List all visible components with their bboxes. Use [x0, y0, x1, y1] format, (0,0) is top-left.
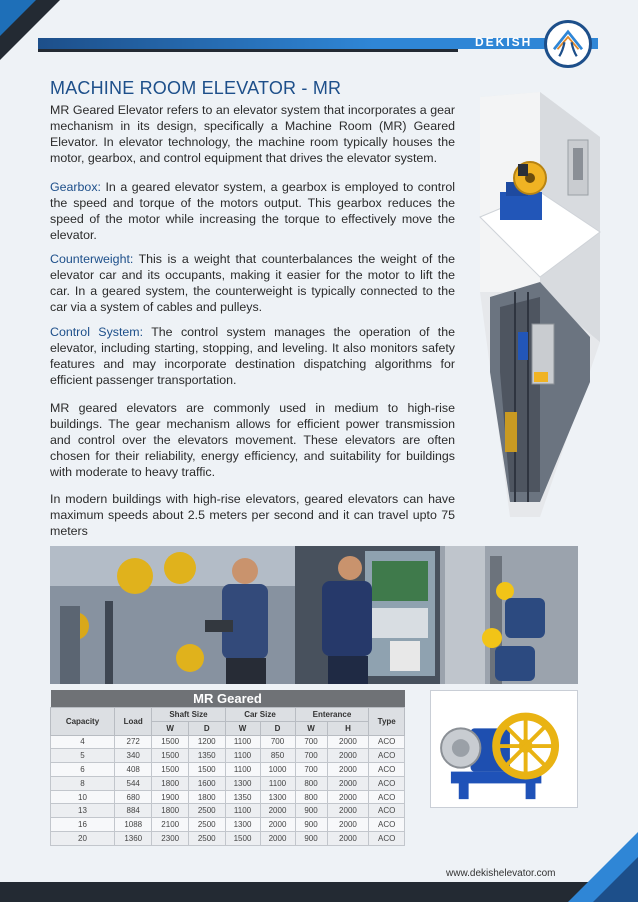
header-bar-underline	[38, 49, 458, 52]
table-cell: ACO	[369, 804, 405, 818]
table-cell: 1100	[225, 749, 260, 763]
table-cell: 2000	[327, 776, 369, 790]
table-cell: 1360	[114, 832, 151, 846]
subheader-enterance-h: H	[327, 721, 369, 735]
geared-motor-image	[430, 690, 578, 808]
table-cell: 20	[51, 832, 115, 846]
table-row	[51, 763, 405, 777]
table-cell: 1500	[188, 763, 225, 777]
counterweight-text: This is a weight that counterbalances the weight of the elevator car and its occupants, making it easier for the motor to lift the car. In a geared system, the counterweight is typically connected to the car via a system of cables and pulleys.	[50, 252, 455, 314]
dekish-logo-icon	[544, 20, 592, 68]
table-cell: 2000	[327, 763, 369, 777]
table-cell: 884	[114, 804, 151, 818]
table-cell: 16	[51, 818, 115, 832]
table-cell: ACO	[369, 735, 405, 749]
table-cell: 1600	[188, 776, 225, 790]
table-cell: 1500	[225, 832, 260, 846]
technician-photos-image	[50, 546, 578, 684]
table-cell: 700	[295, 749, 327, 763]
subheader-car-w: W	[225, 721, 260, 735]
table-cell: 2500	[188, 832, 225, 846]
table-cell: 2000	[327, 735, 369, 749]
website-url[interactable]: www.dekishelevator.com	[446, 868, 556, 879]
table-cell: 680	[114, 790, 151, 804]
intro-paragraph: MR Geared Elevator refers to an elevator system that incorporates a gear mechanism in its design, specifically a Machine Room (MR) Geared Elevator. In elevator technology, the machine room typically houses the motor, gearbox, and control equipment that drives the elevator system.	[50, 103, 455, 165]
table-cell: 1100	[225, 804, 260, 818]
table-row	[51, 790, 405, 804]
table-row	[51, 735, 405, 749]
mr-geared-spec-table	[50, 690, 405, 846]
table-cell: 900	[295, 832, 327, 846]
table-cell: ACO	[369, 749, 405, 763]
table-cell: 900	[295, 804, 327, 818]
table-cell: 1350	[225, 790, 260, 804]
table-cell: 900	[295, 818, 327, 832]
elevator-shaft-illustration	[470, 92, 605, 517]
table-cell: 1300	[225, 818, 260, 832]
table-cell: 13	[51, 804, 115, 818]
usage-paragraph: MR geared elevators are commonly used in medium to high-rise buildings. The gear mechanism allows for efficient power transmission and control over the elevators movement. These elevators are often chosen for their reliability, energy efficiency, and suitability for buildings with moderate to heavy traffic.	[50, 401, 455, 479]
counterweight-paragraph	[50, 251, 455, 315]
table-cell: 340	[114, 749, 151, 763]
subheader-shaft-d: D	[188, 721, 225, 735]
corner-accent-top-left	[0, 0, 36, 36]
table-cell: 10	[51, 790, 115, 804]
subheader-enterance-w: W	[295, 721, 327, 735]
table-cell: 1500	[152, 735, 189, 749]
table-cell: 1800	[152, 804, 189, 818]
table-cell: 544	[114, 776, 151, 790]
subheader-shaft-w: W	[152, 721, 189, 735]
table-caption: MR Geared	[51, 690, 405, 707]
header-car-size: Car Size	[225, 707, 295, 721]
table-cell: 1800	[152, 776, 189, 790]
table-cell: ACO	[369, 832, 405, 846]
table-cell: 1100	[225, 735, 260, 749]
table-caption-row	[51, 690, 405, 707]
subheader-car-d: D	[260, 721, 295, 735]
table-row	[51, 749, 405, 763]
gearbox-paragraph	[50, 179, 455, 243]
corner-accent-bottom-right	[593, 857, 638, 902]
table-cell: 1500	[152, 749, 189, 763]
table-cell: 800	[295, 790, 327, 804]
table-cell: 850	[260, 749, 295, 763]
brand-name: DEKISH	[475, 35, 533, 49]
table-row	[51, 804, 405, 818]
page-title: MACHINE ROOM ELEVATOR - MR	[50, 78, 342, 98]
table-cell: 2100	[152, 818, 189, 832]
table-cell: 700	[260, 735, 295, 749]
table-cell: 1200	[188, 735, 225, 749]
control-system-text: The control system manages the operation of the elevator, including starting, stopping, and leveling. It also monitors safety features and may incorporate destination dispatching algorithms for efficient passenger transportation.	[50, 325, 456, 387]
table-cell: 1100	[260, 776, 295, 790]
table-cell: 5	[51, 749, 115, 763]
table-cell: 1088	[114, 818, 151, 832]
table-cell: 700	[295, 763, 327, 777]
control-system-paragraph	[50, 324, 455, 388]
table-body	[51, 735, 405, 845]
table-cell: 1350	[188, 749, 225, 763]
table-cell: 6	[51, 763, 115, 777]
table-cell: ACO	[369, 763, 405, 777]
table-cell: 2000	[327, 818, 369, 832]
header-capacity: Capacity	[51, 707, 115, 735]
table-cell: 1300	[225, 776, 260, 790]
header-shaft-size: Shaft Size	[152, 707, 225, 721]
gearbox-text: In a geared elevator system, a gearbox is employed to control the speed and torque of the motors output. This gearbox reduces the speed of the motor while increasing the torque to effectively move the elevator.	[50, 180, 455, 242]
table-cell: 700	[295, 735, 327, 749]
table-cell: 2000	[327, 832, 369, 846]
table-cell: 800	[295, 776, 327, 790]
table-cell: 2500	[188, 818, 225, 832]
table-cell: 2000	[260, 832, 295, 846]
table-cell: ACO	[369, 776, 405, 790]
table-cell: 1800	[188, 790, 225, 804]
table-row	[51, 776, 405, 790]
table-cell: 408	[114, 763, 151, 777]
gearbox-label: Gearbox:	[50, 180, 101, 194]
counterweight-label: Counterweight:	[50, 252, 134, 266]
table-cell: 8	[51, 776, 115, 790]
speed-paragraph: In modern buildings with high-rise elevators, geared elevators can have maximum speeds about 2.5 meters per second and it can travel upto 75 meters	[50, 492, 455, 538]
table-header-row	[51, 707, 405, 721]
table-cell: 2000	[260, 818, 295, 832]
table-cell: 1500	[152, 763, 189, 777]
header-load: Load	[114, 707, 151, 735]
table-cell: 1900	[152, 790, 189, 804]
table-cell: ACO	[369, 790, 405, 804]
control-system-label: Control System:	[50, 325, 144, 339]
table-cell: 2000	[327, 804, 369, 818]
table-row	[51, 832, 405, 846]
header-type: Type	[369, 707, 405, 735]
footer-bar	[0, 882, 638, 902]
table-cell: 2000	[327, 790, 369, 804]
header-enterance: Enterance	[295, 707, 369, 721]
table-cell: 2300	[152, 832, 189, 846]
table-row	[51, 818, 405, 832]
table-cell: 272	[114, 735, 151, 749]
table-cell: 1300	[260, 790, 295, 804]
table-cell: 1000	[260, 763, 295, 777]
table-cell: 1100	[225, 763, 260, 777]
table-cell: ACO	[369, 818, 405, 832]
table-cell: 2000	[327, 749, 369, 763]
table-cell: 4	[51, 735, 115, 749]
table-cell: 2000	[260, 804, 295, 818]
table-cell: 2500	[188, 804, 225, 818]
